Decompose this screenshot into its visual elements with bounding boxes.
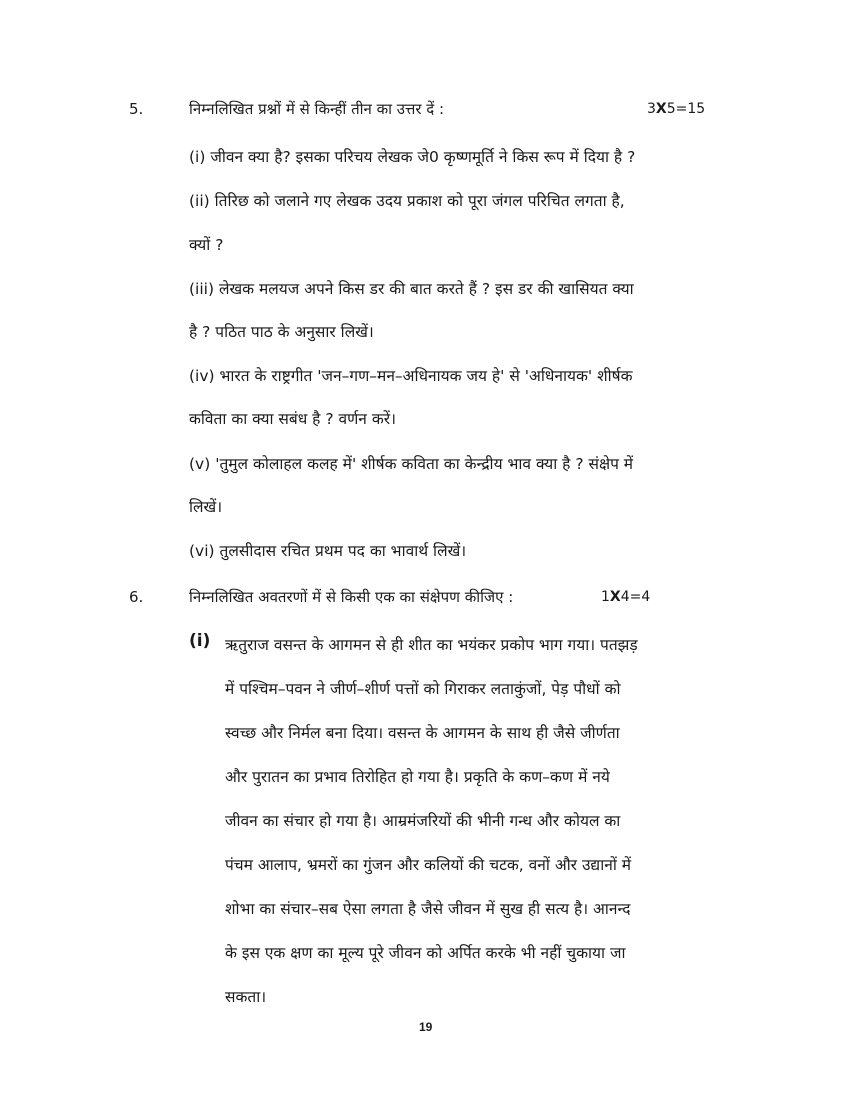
- passage-line: और पुरातन का प्रभाव तिरोहित हो गया है। प्रकृति के कण–कण में नये: [225, 768, 610, 786]
- question-6-marks: 1X4=4: [601, 589, 651, 605]
- passage-line: शोभा का संचार–सब ऐसा लगता है जैसे जीवन में सुख ही सत्य है। आनन्द: [225, 900, 631, 918]
- question-5-sub-line: (i) जीवन क्या है? इसका परिचय लेखक जे0 कृष्णमूर्ति ने किस रूप में दिया है ?: [189, 148, 636, 166]
- question-6-instruction: निम्नलिखित अवतरणों में से किसी एक का संक्षेपण कीजिए :: [189, 588, 514, 606]
- question-5-sub-line: (ii) तिरिछ को जलाने गए लेखक उदय प्रकाश को पूरा जंगल परिचित लगता है,: [189, 192, 625, 210]
- passage-line: स्वच्छ और निर्मल बना दिया। वसन्त के आगमन के साथ ही जैसे जीर्णता: [225, 724, 620, 742]
- passage-line: में पश्चिम–पवन ने जीर्ण–शीर्ण पत्तों को गिराकर लताकुंजों, पेड़ पौधों को: [225, 680, 621, 698]
- question-5-marks: 3X5=15: [647, 101, 706, 117]
- passage-line: ऋतुराज वसन्त के आगमन से ही शीत का भयंकर प्रकोप भाग गया। पतझड़: [225, 636, 638, 654]
- passage-line: जीवन का संचार हो गया है। आम्रमंजरियों की भीनी गन्ध और कोयल का: [225, 812, 621, 830]
- passage-line: सकता।: [225, 988, 267, 1006]
- passage-line: के इस एक क्षण का मूल्य पूरे जीवन को अर्पित करके भी नहीं चुकाया जा: [225, 944, 626, 962]
- passage-line: पंचम आलाप, भ्रमरों का गुंजन और कलियों की चटक, वनों और उद्यानों में: [225, 856, 632, 874]
- question-6-number: 6.: [129, 588, 144, 606]
- page-number: 19: [419, 1020, 433, 1034]
- question-5-sub-line: क्यों ?: [189, 236, 224, 254]
- passage-label: (i): [189, 631, 211, 651]
- question-5-sub-line: कविता का क्या सबंध है ? वर्णन करें।: [189, 410, 396, 428]
- question-5-sub-line: है ? पठित पाठ के अनुसार लिखें।: [189, 323, 374, 341]
- question-5-sub-line: (iii) लेखक मलयज अपने किस डर की बात करते हैं ? इस डर की खासियत क्या: [189, 280, 634, 298]
- question-5-sub-line: (iv) भारत के राष्ट्रगीत 'जन–गण–मन–अधिनायक जय हे' से 'अधिनायक' शीर्षक: [189, 367, 633, 385]
- question-5-sub-line: (v) 'तुमुल कोलाहल कलह में' शीर्षक कविता का केन्द्रीय भाव क्या है ? संक्षेप में: [189, 455, 634, 473]
- question-5-sub-line: (vi) तुलसीदास रचित प्रथम पद का भावार्थ लिखें।: [189, 542, 467, 560]
- question-5-sub-line: लिखें।: [189, 498, 223, 516]
- question-5-instruction: निम्नलिखित प्रश्नों में से किन्हीं तीन का उत्तर दें :: [189, 100, 445, 118]
- question-5-number: 5.: [129, 100, 144, 118]
